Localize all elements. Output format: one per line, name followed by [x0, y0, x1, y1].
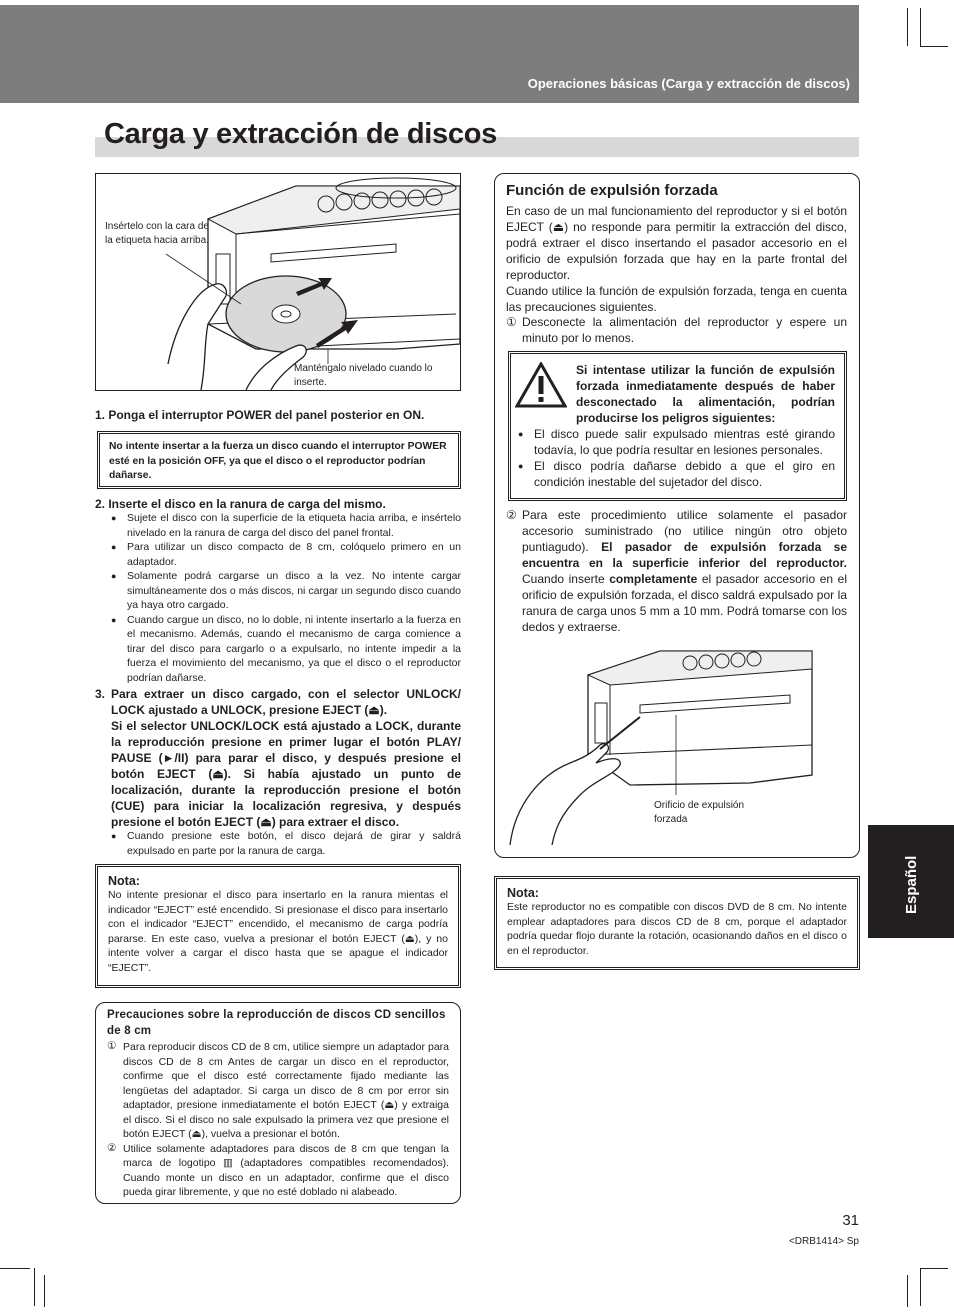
item-marker: ② — [107, 1141, 117, 1154]
item-2-text-e: el pasador accesorio en el orificio de expulsión forzada, el disco saldrá expulsado por la ranura de carga unos 5 mm a 10 mm. Podrá tomarse con los dedos y extraerse. — [522, 572, 847, 634]
cd8-item-text: Para reproducir discos CD de 8 cm, utilice siempre un adaptador para discos CD de 8 cm Antes de cargar un disco en el reproductor, confirme que el disco esté correctamente fijado mediante las lengüetas del adaptador. Si carga un disco de 8 cm por error sin adaptador, presione inmediatamente el botón EJECT (⏏) y extraiga el disco. Si el disco no sale expulsado la primera vez que presione el botón EJECT (⏏), vuelva a presionar el botón. — [123, 1041, 449, 1140]
eject-hole-label: Orificio de expulsión forzada — [654, 800, 745, 825]
section-header: Operaciones básicas (Carga y extracción de discos) — [527, 76, 850, 91]
forced-eject-p2: Cuando utilice la función de expulsión forzada, tenga en cuenta las precauciones siguientes. — [506, 284, 847, 314]
language-tab-label: Español — [902, 855, 920, 914]
page-number: 31 — [842, 1212, 859, 1229]
language-tab — [868, 825, 954, 938]
list-item: ● Para utilizar un disco compacto de 8 cm, colóquelo primero en un adaptador. — [111, 540, 461, 569]
cd8-item — [107, 1040, 449, 1142]
note-text: Este reproductor no es compatible con discos DVD de 8 cm. No intente emplear adaptadores para discos CD de 8 cm, porque el adaptador podría quedar flojo durante la rotación, ocasionando daños en el disco o en el reproductor. — [507, 901, 847, 957]
level-label: Manténgalo nivelado cuando lo inserte. — [294, 363, 433, 388]
list-item: ● Solamente podrá cargarse un disco a la vez. No intente cargar simultáneamente dos o más discos, ni cargar un segundo disco cuando ya haya otro cargado. — [111, 569, 461, 613]
note-heading: Nota: — [507, 886, 539, 900]
cd8-heading: Precauciones sobre la reproducción de discos CD sencillos de 8 cm — [107, 1009, 446, 1037]
warning-power-text: No intente insertar a la fuerza un disco cuando el interruptor POWER esté en la posición OFF, ya que el disco o el reproductor podrían dañarse. — [109, 441, 447, 481]
note-box-right — [494, 876, 860, 970]
crop-mark — [920, 8, 921, 46]
crop-mark — [920, 1268, 921, 1306]
forced-eject-item-2 — [522, 507, 847, 635]
crop-mark — [34, 1268, 35, 1306]
note-box-left — [95, 864, 461, 988]
item-marker: ① — [107, 1040, 117, 1052]
forced-eject-p1: En caso de un mal funcionamiento del reproductor y si el botón EJECT (⏏) no responde para permitir la extracción del disco, podrá extraer el disco insertando el pasador accesorio en el orificio de expulsión forzada que hay en la parte frontal del reproductor. — [506, 204, 847, 282]
warning-box-power — [97, 431, 461, 489]
warning-forced-heading: Si intentase utilizar la función de expulsión forzada inmediatamente después de haber desconectado la alimentación, podrían producirse los peligros siguientes: — [576, 363, 835, 425]
list-item: ● El disco puede salir expulsado mientras esté girando todavía, lo que podría resultar en lesiones personales. — [518, 426, 835, 458]
item-2-text-d: completamente — [609, 572, 698, 586]
note-text: No intente presionar el disco para insertarlo en la ranura mientas el indicador “EJECT” esté encendido. Si presionase el disco para insertarlo con el indicador “EJECT” encendido, el mecanismo de carga podría pararse. En este caso, vuelva a presionar el botón EJECT (⏏), y no intente volver a cargar el disco hasta que se apague el indicador “EJECT”. — [108, 889, 448, 974]
crop-mark — [920, 46, 948, 47]
item-marker: ② — [506, 508, 517, 522]
list-item: ● Sujete el disco con la superficie de la etiqueta hacia arriba, e insértelo nivelado en la ranura de carga del disco del panel frontal. — [111, 511, 461, 540]
warning-triangle-icon — [515, 362, 567, 408]
disc-insert-figure — [95, 173, 461, 391]
forced-eject-heading: Función de expulsión forzada — [506, 182, 718, 199]
step-3-bullets — [111, 829, 461, 858]
disc-insert-illustration — [96, 174, 460, 390]
note-heading: Nota: — [108, 874, 140, 888]
item-2-text-a: Para este procedimiento utilice solamente el pasador accesorio suministrado (no utilice ningún otro objeto puntiagudo). — [522, 508, 847, 554]
warning-forced-bullets — [518, 426, 835, 490]
step-3-text-b: Si el selector UNLOCK/LOCK está ajustado a LOCK, durante la reproducción presione en primer lugar el botón PLAY/ PAUSE (►/II) para parar el disco, y después presione el botón EJECT (⏏). Si había ajustado un punto de localización, durante la reproducción presione el botón (CUE) para iniciar la localización regresiva, y después presione el botón EJECT (⏏) para extraer el disco. — [111, 719, 461, 829]
page-title: Carga y extracción de discos — [104, 118, 497, 150]
step-2-bullets — [111, 511, 461, 685]
list-item: ● El disco podría dañarse debido a que el giro en condición inestable del sujetador del disco. — [518, 458, 835, 490]
list-item: ● Cuando cargue un disco, no lo doble, ni intente insertarlo a la fuerza en el mecanismo. Además, cuando el mecanismo de carga comience a tirar del disco para cargarlo o a expulsarlo, no intente impedir a la fuerza el movimiento del mecanismo, ya que el disco o el reproductor podrían dañarse. — [111, 613, 461, 686]
crop-mark — [920, 1268, 948, 1269]
step-3-number: 3. — [95, 687, 106, 701]
crop-mark — [907, 8, 908, 46]
cd8-item-text: Utilice solamente adaptadores para discos de 8 cm que tengan la marca de logotipo ▥ (adaptadores compatibles recomendados). Cuando monte un disco en un adaptador, confirme que el disco pueda girar libremente, y que no esté doblado ni alabeado. — [123, 1142, 449, 1198]
cd8-precautions-box — [95, 1002, 461, 1204]
list-item: ● Cuando presione este botón, el disco dejará de girar y saldrá expulsado en parte por la ranura de carga. — [111, 829, 461, 858]
forced-eject-item-1: Desconecte la alimentación del reproductor y espere un minuto por lo menos. — [522, 315, 847, 345]
insert-label: Insértelo con la cara de la etiqueta hacia arriba. — [105, 221, 209, 246]
cd8-item — [107, 1142, 449, 1200]
step-1: 1. Ponga el interruptor POWER del panel posterior en ON. — [95, 408, 425, 422]
item-marker: ① — [506, 315, 517, 329]
step-3-text-a: Para extraer un disco cargado, con el selector UNLOCK/ LOCK ajustado a UNLOCK, presione EJECT (⏏). — [111, 687, 461, 717]
step-2: 2. Inserte el disco en la ranura de carga del mismo. — [95, 497, 386, 511]
document-code: <DRB1414> Sp — [788, 1236, 859, 1247]
crop-mark — [907, 1275, 908, 1307]
crop-mark — [0, 1268, 30, 1269]
item-2-text-b: El pasador de expulsión forzada se encuentra en la superficie inferior del reproductor. — [522, 540, 847, 570]
item-2-text-c: Cuando inserte — [522, 572, 605, 586]
crop-mark — [44, 1275, 45, 1307]
